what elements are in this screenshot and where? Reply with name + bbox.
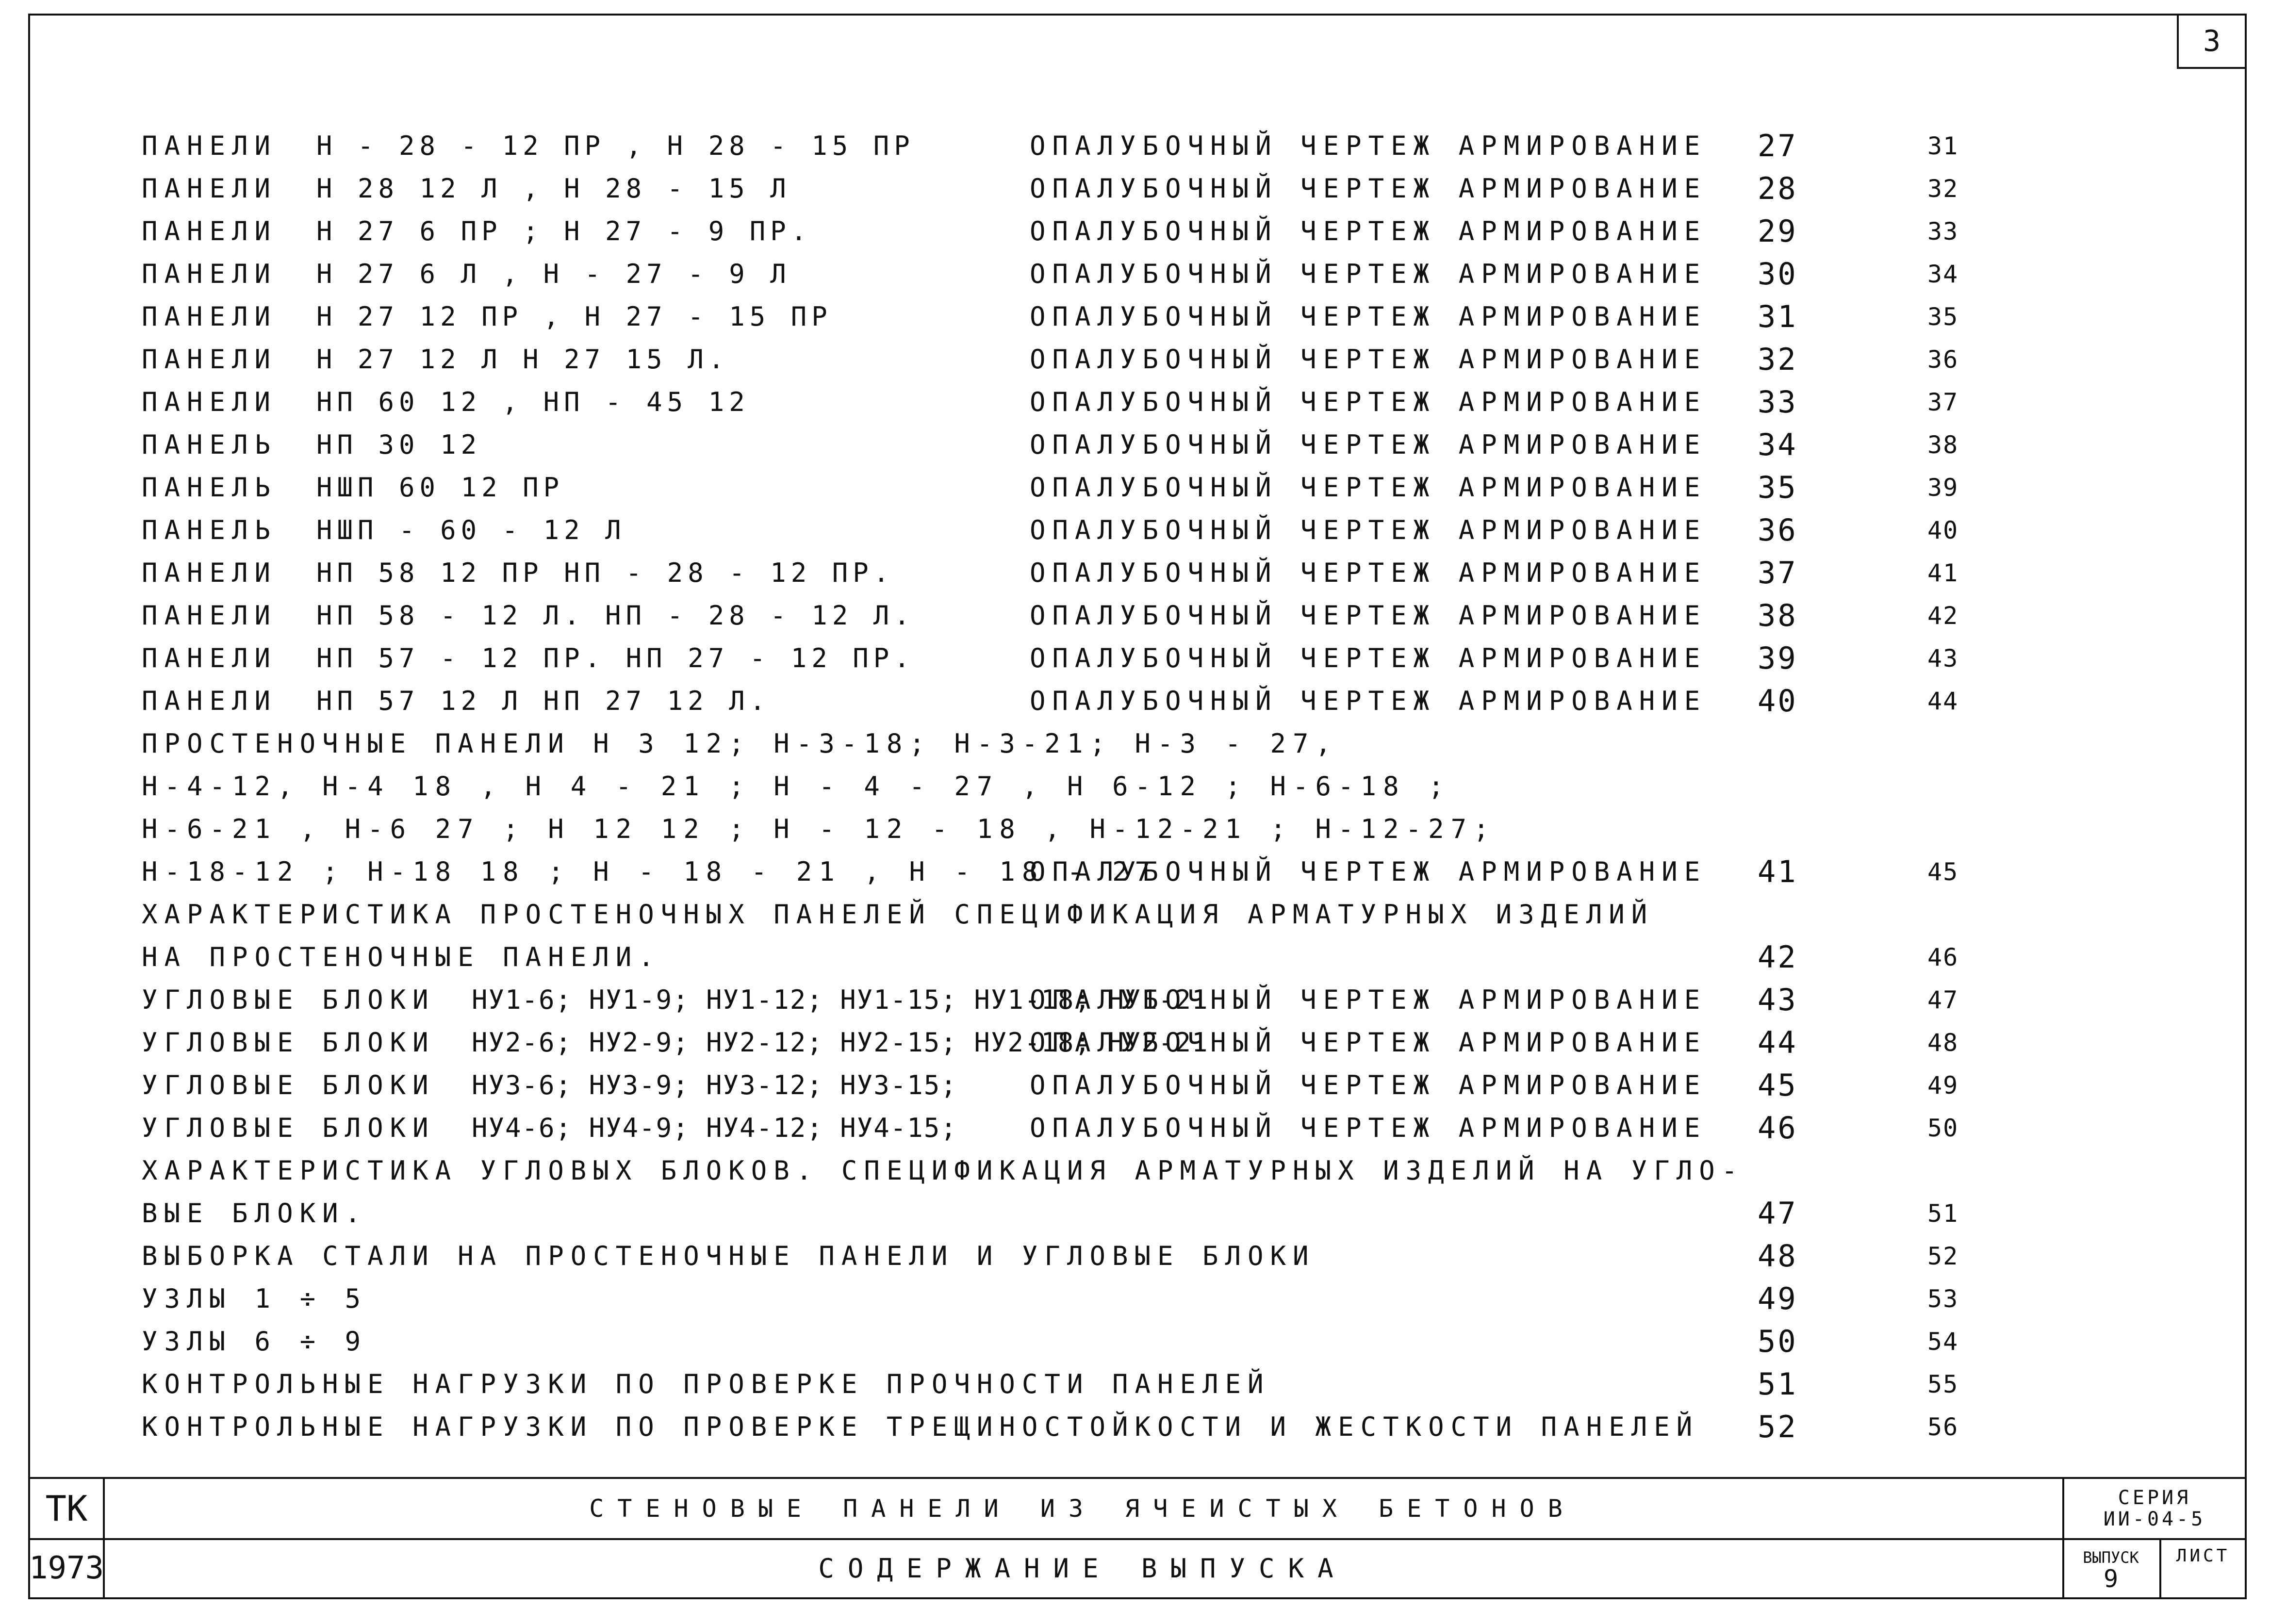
row-code: Н 27 12 Л Н 27 15 Л. bbox=[316, 344, 729, 375]
row-sheet: 47 bbox=[1758, 1196, 1798, 1231]
list-item bbox=[142, 210, 2034, 253]
row-sheet: 31 bbox=[1758, 299, 1798, 334]
list-item bbox=[142, 979, 2034, 1021]
row-page: 39 bbox=[1927, 474, 1959, 502]
row-name: ПАНЕЛИ bbox=[142, 643, 278, 673]
row-doc: ОПАЛУБОЧНЫЙ ЧЕРТЕЖ АРМИРОВАНИЕ bbox=[1030, 558, 1707, 588]
row-name: ПАНЕЛИ bbox=[142, 387, 278, 417]
row-doc: ОПАЛУБОЧНЫЙ ЧЕРТЕЖ АРМИРОВАНИЕ bbox=[1030, 1070, 1707, 1100]
row-name: УГЛОВЫЕ БЛОКИ bbox=[142, 1027, 435, 1058]
row-name: ПАНЕЛИ bbox=[142, 344, 278, 375]
list-item bbox=[142, 1192, 2034, 1235]
row-code: НУ2-6; НУ2-9; НУ2-12; НУ2-15; НУ2-18; НУ2-21 bbox=[472, 1027, 1209, 1058]
row-page: 32 bbox=[1927, 175, 1959, 203]
row-sheet: 46 bbox=[1758, 1110, 1798, 1146]
row-page: 31 bbox=[1927, 132, 1959, 160]
list-item bbox=[142, 680, 2034, 722]
row-code: НШП 60 12 ПР bbox=[316, 472, 564, 503]
row-doc: ОПАЛУБОЧНЫЙ ЧЕРТЕЖ АРМИРОВАНИЕ bbox=[1030, 984, 1707, 1015]
row-name: ПАНЕЛЬ bbox=[142, 429, 278, 460]
contents-list bbox=[142, 125, 2034, 1448]
row-name: ПАНЕЛИ bbox=[142, 173, 278, 204]
row-page: 52 bbox=[1927, 1242, 1959, 1270]
row-page: 51 bbox=[1927, 1199, 1959, 1228]
row-page: 40 bbox=[1927, 516, 1959, 544]
row-doc: ОПАЛУБОЧНЫЙ ЧЕРТЕЖ АРМИРОВАНИЕ bbox=[1030, 131, 1707, 161]
stamp-vypusk bbox=[2062, 1539, 2159, 1597]
row-page: 36 bbox=[1927, 345, 1959, 374]
list-item bbox=[142, 253, 2034, 295]
row-code: НП 57 - 12 ПР. НП 27 - 12 ПР. bbox=[316, 643, 915, 673]
row-page: 43 bbox=[1927, 644, 1959, 673]
row-code: Н 27 6 ПР ; Н 27 - 9 ПР. bbox=[316, 216, 812, 246]
row-page: 56 bbox=[1927, 1413, 1959, 1441]
row-name: ПАНЕЛИ bbox=[142, 301, 278, 332]
list-item bbox=[142, 338, 2034, 381]
row-sheet: 28 bbox=[1758, 171, 1798, 206]
row-doc: ОПАЛУБОЧНЫЙ ЧЕРТЕЖ АРМИРОВАНИЕ bbox=[1030, 643, 1707, 673]
row-page: 46 bbox=[1927, 943, 1959, 971]
row-page: 35 bbox=[1927, 303, 1959, 331]
row-sheet: 45 bbox=[1758, 1067, 1798, 1103]
sheet-number: 3 bbox=[2177, 16, 2245, 69]
list-item bbox=[142, 851, 2034, 893]
list-item bbox=[142, 1064, 2034, 1107]
stamp-subtitle: СОДЕРЖАНИЕ ВЫПУСКА bbox=[818, 1553, 1347, 1584]
row-page: 34 bbox=[1927, 260, 1959, 288]
row-page: 33 bbox=[1927, 217, 1959, 246]
list-item bbox=[142, 765, 2034, 808]
row-page: 55 bbox=[1927, 1370, 1959, 1398]
list-item bbox=[142, 936, 2034, 979]
series-value: ИИ-04-5 bbox=[2103, 1508, 2206, 1530]
row-doc: ОПАЛУБОЧНЫЙ ЧЕРТЕЖ АРМИРОВАНИЕ bbox=[1030, 1027, 1707, 1058]
row-sheet: 29 bbox=[1758, 213, 1798, 249]
row-page: 48 bbox=[1927, 1029, 1959, 1057]
row-sheet: 51 bbox=[1758, 1366, 1798, 1402]
row-name: УГЛОВЫЕ БЛОКИ bbox=[142, 984, 435, 1015]
row-sheet: 41 bbox=[1758, 854, 1798, 889]
row-sheet: 43 bbox=[1758, 982, 1798, 1017]
row-text: УЗЛЫ 6 ÷ 9 bbox=[142, 1326, 368, 1357]
row-code: НП 58 12 ПР НП - 28 - 12 ПР. bbox=[316, 558, 894, 588]
row-sheet: 30 bbox=[1758, 256, 1798, 292]
row-name: УГЛОВЫЕ БЛОКИ bbox=[142, 1070, 435, 1100]
list-item bbox=[142, 1406, 2034, 1448]
row-sheet: 37 bbox=[1758, 555, 1798, 591]
list-item bbox=[142, 893, 2034, 936]
row-sheet: 48 bbox=[1758, 1238, 1798, 1274]
stamp-tk: ТК bbox=[45, 1488, 88, 1529]
row-name: ПАНЕЛИ bbox=[142, 259, 278, 289]
row-page: 44 bbox=[1927, 687, 1959, 715]
row-code: Н 27 6 Л , Н - 27 - 9 Л bbox=[316, 259, 791, 289]
row-text: КОНТРОЛЬНЫЕ НАГРУЗКИ ПО ПРОВЕРКЕ ПРОЧНОСТИ ПАНЕЛЕЙ bbox=[142, 1369, 1270, 1399]
row-page: 38 bbox=[1927, 431, 1959, 459]
row-name: ПАНЕЛИ bbox=[142, 131, 278, 161]
list-item bbox=[142, 1149, 2034, 1192]
row-sheet: 33 bbox=[1758, 384, 1798, 420]
row-code: НП 60 12 , НП - 45 12 bbox=[316, 387, 750, 417]
row-sheet: 35 bbox=[1758, 470, 1798, 505]
row-name: УГЛОВЫЕ БЛОКИ bbox=[142, 1113, 435, 1143]
row-doc: ОПАЛУБОЧНЫЙ ЧЕРТЕЖ АРМИРОВАНИЕ bbox=[1030, 173, 1707, 204]
row-code: НУ1-6; НУ1-9; НУ1-12; НУ1-15; НУ1-18; НУ1-21 bbox=[472, 984, 1209, 1015]
row-page: 47 bbox=[1927, 986, 1959, 1014]
row-text: Н-18-12 ; Н-18 18 ; Н - 18 - 21 , Н - 18 - 27 bbox=[142, 856, 1157, 887]
list-item bbox=[142, 552, 2034, 594]
row-sheet: 32 bbox=[1758, 342, 1798, 377]
row-page: 45 bbox=[1927, 858, 1959, 886]
row-doc: ОПАЛУБОЧНЫЙ ЧЕРТЕЖ АРМИРОВАНИЕ bbox=[1030, 429, 1707, 460]
list-item bbox=[142, 1320, 2034, 1363]
row-text: УЗЛЫ 1 ÷ 5 bbox=[142, 1283, 368, 1314]
row-text: ХАРАКТЕРИСТИКА ПРОСТЕНОЧНЫХ ПАНЕЛЕЙ СПЕЦИФИКАЦИЯ АРМАТУРНЫХ ИЗДЕЛИЙ bbox=[142, 899, 1654, 930]
row-sheet: 44 bbox=[1758, 1025, 1798, 1060]
row-name: ПАНЕЛЬ bbox=[142, 515, 278, 545]
row-doc: ОПАЛУБОЧНЫЙ ЧЕРТЕЖ АРМИРОВАНИЕ bbox=[1030, 216, 1707, 246]
row-name: ПАНЕЛИ bbox=[142, 558, 278, 588]
row-doc: ОПАЛУБОЧНЫЙ ЧЕРТЕЖ АРМИРОВАНИЕ bbox=[1030, 387, 1707, 417]
row-text: ВЫБОРКА СТАЛИ НА ПРОСТЕНОЧНЫЕ ПАНЕЛИ И УГЛОВЫЕ БЛОКИ bbox=[142, 1241, 1316, 1271]
row-code: НП 30 12 bbox=[316, 429, 482, 460]
list-item bbox=[142, 466, 2034, 509]
row-text: КОНТРОЛЬНЫЕ НАГРУЗКИ ПО ПРОВЕРКЕ ТРЕЩИНОСТОЙКОСТИ И ЖЕСТКОСТИ ПАНЕЛЕЙ bbox=[142, 1411, 1699, 1442]
row-code: Н 28 12 Л , Н 28 - 15 Л bbox=[316, 173, 791, 204]
row-name: ПАНЕЛЬ bbox=[142, 472, 278, 503]
drawing-sheet bbox=[28, 14, 2247, 1599]
row-code: НП 58 - 12 Л. НП - 28 - 12 Л. bbox=[316, 600, 915, 631]
row-page: 49 bbox=[1927, 1071, 1959, 1099]
row-code: Н 27 12 ПР , Н 27 - 15 ПР bbox=[316, 301, 832, 332]
list-item bbox=[142, 381, 2034, 424]
list-item bbox=[142, 295, 2034, 338]
row-code: Н - 28 - 12 ПР , Н 28 - 15 ПР bbox=[316, 131, 915, 161]
list-item bbox=[142, 594, 2034, 637]
row-doc: ОПАЛУБОЧНЫЙ ЧЕРТЕЖ АРМИРОВАНИЕ bbox=[1030, 686, 1707, 716]
list-item bbox=[142, 1363, 2034, 1406]
row-text: ПРОСТЕНОЧНЫЕ ПАНЕЛИ Н 3 12; Н-3-18; Н-3-21; Н-3 - 27, bbox=[142, 728, 1338, 759]
row-text: НА ПРОСТЕНОЧНЫЕ ПАНЕЛИ. bbox=[142, 942, 661, 972]
row-doc: ОПАЛУБОЧНЫЙ ЧЕРТЕЖ АРМИРОВАНИЕ bbox=[1030, 259, 1707, 289]
row-sheet: 49 bbox=[1758, 1281, 1798, 1316]
row-name: ПАНЕЛИ bbox=[142, 216, 278, 246]
row-doc: ОПАЛУБОЧНЫЙ ЧЕРТЕЖ АРМИРОВАНИЕ bbox=[1030, 344, 1707, 375]
row-code: НУ4-6; НУ4-9; НУ4-12; НУ4-15; bbox=[472, 1113, 957, 1143]
row-sheet: 42 bbox=[1758, 939, 1798, 975]
stamp-year: 1973 bbox=[29, 1550, 104, 1586]
row-code: НУ3-6; НУ3-9; НУ3-12; НУ3-15; bbox=[472, 1070, 957, 1100]
list-item bbox=[142, 509, 2034, 552]
row-page: 54 bbox=[1927, 1328, 1959, 1356]
row-name: ПАНЕЛИ bbox=[142, 600, 278, 631]
stamp-title: СТЕНОВЫЕ ПАНЕЛИ ИЗ ЯЧЕИСТЫХ БЕТОНОВ bbox=[589, 1494, 1576, 1523]
row-code: НШП - 60 - 12 Л bbox=[316, 515, 626, 545]
stamp-series bbox=[2062, 1479, 2247, 1538]
row-page: 42 bbox=[1927, 602, 1959, 630]
row-text: Н-6-21 , Н-6 27 ; Н 12 12 ; Н - 12 - 18 , Н-12-21 ; Н-12-27; bbox=[142, 814, 1496, 844]
list-item bbox=[142, 637, 2034, 680]
row-name: ПАНЕЛИ bbox=[142, 686, 278, 716]
row-doc: ОПАЛУБОЧНЫЙ ЧЕРТЕЖ АРМИРОВАНИЕ bbox=[1030, 1113, 1707, 1143]
list-item bbox=[142, 1278, 2034, 1320]
row-sheet: 27 bbox=[1758, 128, 1798, 164]
row-doc: ОПАЛУБОЧНЫЙ ЧЕРТЕЖ АРМИРОВАНИЕ bbox=[1030, 600, 1707, 631]
row-sheet: 39 bbox=[1758, 640, 1798, 676]
row-page: 37 bbox=[1927, 388, 1959, 416]
vypusk-label: ВЫПУСК bbox=[2083, 1548, 2139, 1567]
row-text: ВЫЕ БЛОКИ. bbox=[142, 1198, 368, 1229]
vypusk-value: 9 bbox=[2103, 1565, 2119, 1593]
row-sheet: 34 bbox=[1758, 427, 1798, 462]
series-label: СЕРИЯ bbox=[2118, 1487, 2191, 1509]
row-page: 50 bbox=[1927, 1114, 1959, 1142]
row-doc: ОПАЛУБОЧНЫЙ ЧЕРТЕЖ АРМИРОВАНИЕ bbox=[1030, 301, 1707, 332]
stamp-list: ЛИСТ bbox=[2176, 1546, 2230, 1566]
row-sheet: 50 bbox=[1758, 1324, 1798, 1359]
row-doc: ОПАЛУБОЧНЫЙ ЧЕРТЕЖ АРМИРОВАНИЕ bbox=[1030, 515, 1707, 545]
row-page: 41 bbox=[1927, 559, 1959, 587]
row-sheet: 36 bbox=[1758, 512, 1798, 548]
list-item bbox=[142, 722, 2034, 765]
row-sheet: 40 bbox=[1758, 683, 1798, 719]
list-item bbox=[142, 424, 2034, 466]
list-item bbox=[142, 1021, 2034, 1064]
row-page: 53 bbox=[1927, 1285, 1959, 1313]
title-block bbox=[30, 1477, 2245, 1597]
row-sheet: 38 bbox=[1758, 598, 1798, 633]
list-item bbox=[142, 167, 2034, 210]
list-item bbox=[142, 1235, 2034, 1278]
row-text: Н-4-12, Н-4 18 , Н 4 - 21 ; Н - 4 - 27 , Н 6-12 ; Н-6-18 ; bbox=[142, 771, 1451, 802]
list-item bbox=[142, 1107, 2034, 1149]
row-doc: ОПАЛУБОЧНЫЙ ЧЕРТЕЖ АРМИРОВАНИЕ bbox=[1030, 856, 1707, 887]
row-text: ХАРАКТЕРИСТИКА УГЛОВЫХ БЛОКОВ. СПЕЦИФИКАЦИЯ АРМАТУРНЫХ ИЗДЕЛИЙ НА УГЛО- bbox=[142, 1155, 1744, 1186]
row-code: НП 57 12 Л НП 27 12 Л. bbox=[316, 686, 771, 716]
row-sheet: 52 bbox=[1758, 1409, 1798, 1444]
list-item bbox=[142, 125, 2034, 167]
list-item bbox=[142, 808, 2034, 851]
row-doc: ОПАЛУБОЧНЫЙ ЧЕРТЕЖ АРМИРОВАНИЕ bbox=[1030, 472, 1707, 503]
